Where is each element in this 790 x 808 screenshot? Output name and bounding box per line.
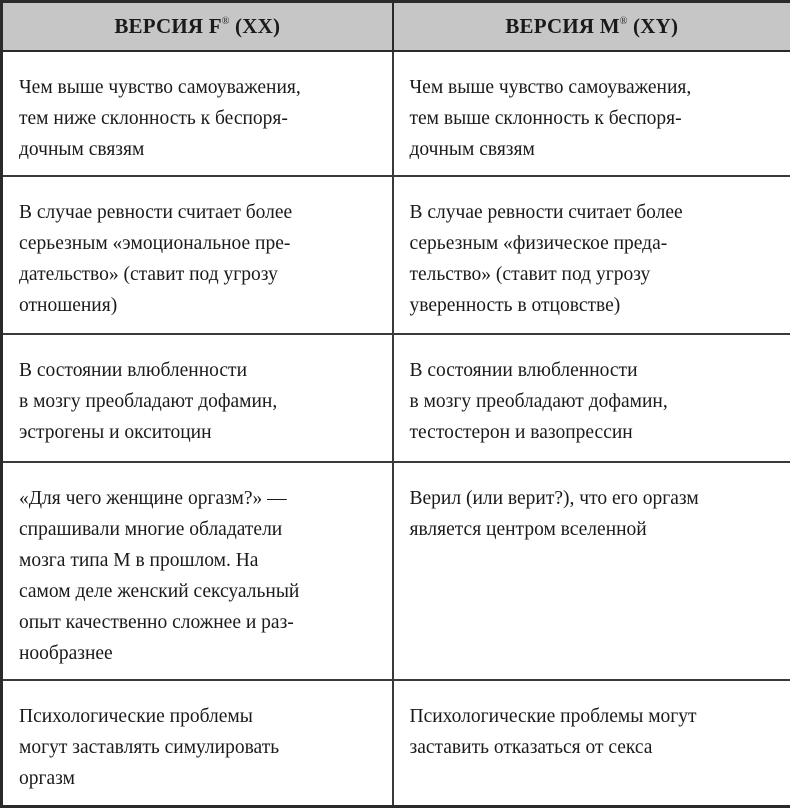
cell-text-line: дательство» (ставит под угрозу — [19, 259, 378, 290]
cell-text-line: В состоянии влюбленности — [19, 355, 378, 386]
cell-text-line: Чем выше чувство самоуважения, — [410, 72, 777, 103]
header-m-chromosome: (XY) — [628, 14, 679, 38]
cell-text-line: эстрогены и окситоцин — [19, 417, 378, 448]
cell-text-line: серьезным «физическое преда- — [410, 228, 777, 259]
header-m-label: ВЕРСИЯ M — [505, 14, 619, 38]
header-row — [2, 2, 790, 52]
cell-text-line: Психологические проблемы — [19, 701, 378, 732]
cell-text-line: в мозгу преобладают дофамин, — [19, 386, 378, 417]
header-version-m — [393, 2, 790, 52]
cell-version-m — [393, 462, 790, 680]
cell-version-m — [393, 51, 790, 176]
cell-text-line: В случае ревности считает более — [410, 197, 777, 228]
cell-text-line: уверенность в отцовстве) — [410, 290, 777, 321]
cell-text-line: Верил (или верит?), что его оргазм — [410, 483, 777, 514]
cell-text-line: самом деле женский сексуальный — [19, 576, 378, 607]
cell-text-line: тестостерон и вазопрессин — [410, 417, 777, 448]
table-row — [2, 462, 790, 680]
cell-text-line: могут заставлять симулировать — [19, 732, 378, 763]
registered-mark: ® — [222, 16, 230, 27]
cell-text-line: дочным связям — [410, 134, 777, 165]
cell-text-line: «Для чего женщине оргазм?» — — [19, 483, 378, 514]
registered-mark: ® — [620, 16, 628, 27]
cell-text-line: Чем выше чувство самоуважения, — [19, 72, 378, 103]
cell-version-f — [2, 176, 393, 334]
header-version-f — [2, 2, 393, 52]
table-row — [2, 334, 790, 462]
cell-text-line: заставить отказаться от секса — [410, 732, 777, 763]
cell-text-line: В случае ревности считает более — [19, 197, 378, 228]
header-f-chromosome: (XX) — [230, 14, 281, 38]
table-row — [2, 51, 790, 176]
cell-version-m — [393, 176, 790, 334]
cell-text-line: в мозгу преобладают дофамин, — [410, 386, 777, 417]
cell-text-line: серьезным «эмоциональное пре- — [19, 228, 378, 259]
cell-version-f — [2, 462, 393, 680]
cell-version-m — [393, 334, 790, 462]
cell-text-line: оргазм — [19, 763, 378, 794]
cell-text-line: Психологические проблемы могут — [410, 701, 777, 732]
cell-text-line: тем выше склонность к беспоря- — [410, 103, 777, 134]
cell-text-line: тем ниже склонность к беспоря- — [19, 103, 378, 134]
cell-text-line: спрашивали многие обладатели — [19, 514, 378, 545]
cell-text-line: является центром вселенной — [410, 514, 777, 545]
table-row — [2, 176, 790, 334]
cell-version-f — [2, 51, 393, 176]
header-f-label: ВЕРСИЯ F — [114, 14, 221, 38]
cell-text-line: нообразнее — [19, 638, 378, 669]
cell-text-line: опыт качественно сложнее и раз- — [19, 607, 378, 638]
cell-text-line: В состоянии влюбленности — [410, 355, 777, 386]
cell-text-line: отношения) — [19, 290, 378, 321]
cell-version-f — [2, 334, 393, 462]
cell-text-line: дочным связям — [19, 134, 378, 165]
cell-text-line: тельство» (ставит под угрозу — [410, 259, 777, 290]
cell-text-line: мозга типа М в прошлом. На — [19, 545, 378, 576]
